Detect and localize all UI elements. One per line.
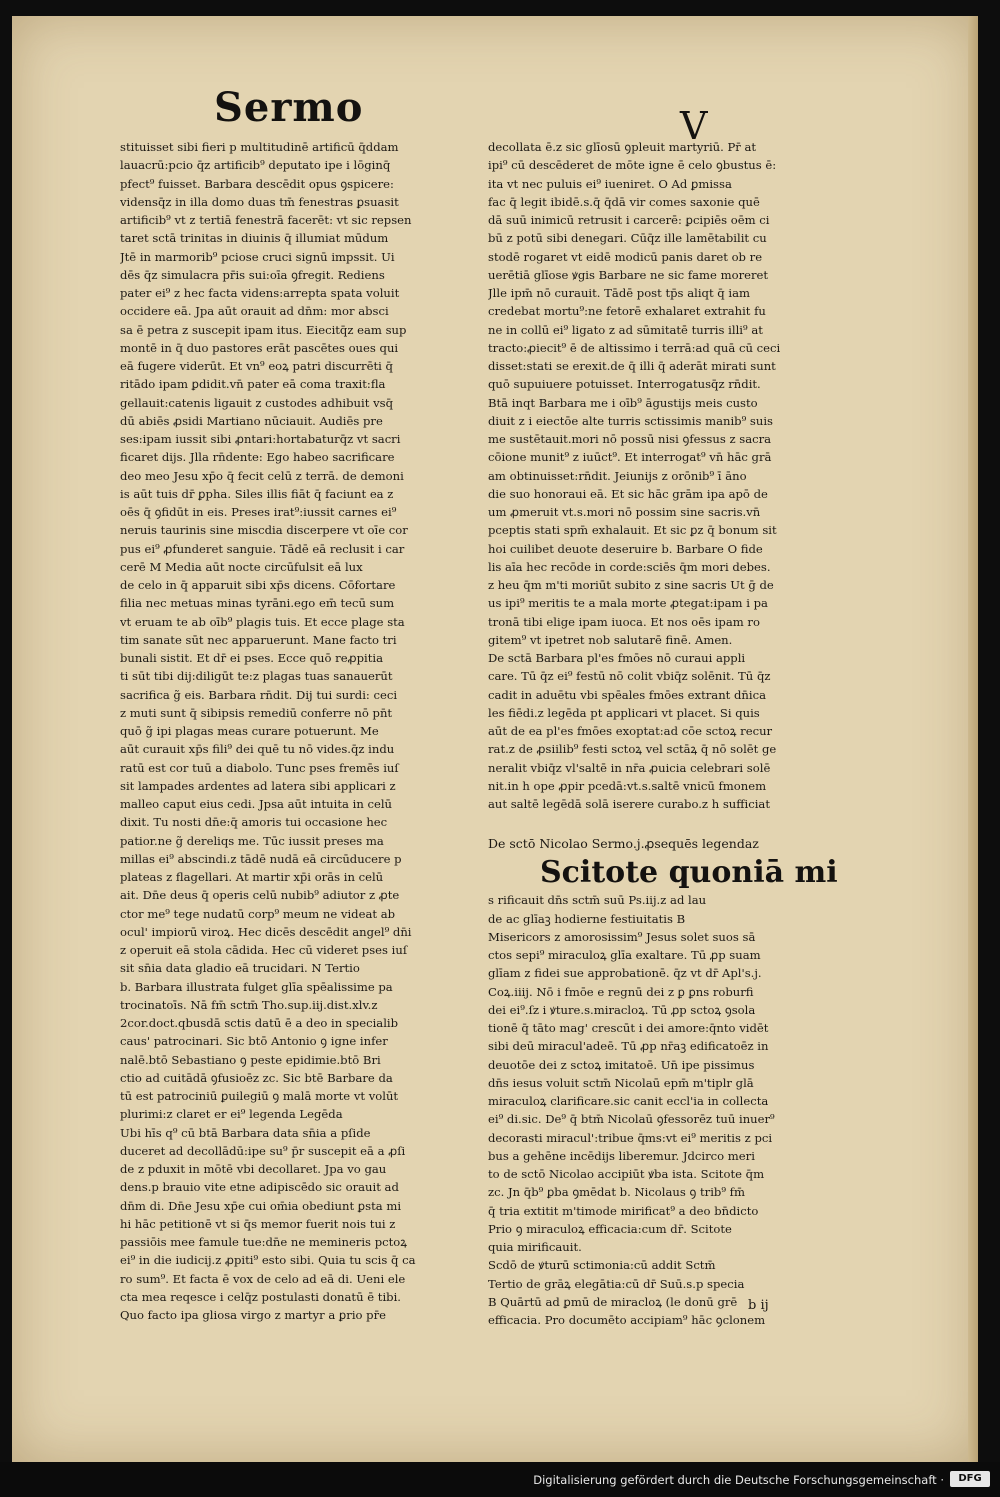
text-line: de z pduxit in mōtē vbi decollaret. Jpa vo gau	[120, 1162, 387, 1176]
page-edge	[968, 16, 978, 1462]
text-line: dēs q̄z simulacra pr̄is sui:oīa ꝯfregit. Rediens	[120, 267, 385, 282]
text-line: bus a gehēne incēdijs liberemur. Jdcirco meri	[488, 1148, 755, 1163]
text-line: miraculoꝝ clarificare.sic canit eccl'ia in collecta	[488, 1094, 769, 1108]
text-line: cōione munit⁹ z iuūct⁹. Et interrogat⁹ vn̄ hāc grā	[488, 450, 772, 465]
text-line: vt eruam te ab oīb⁹ plagis tuis. Et ecce plage sta	[120, 614, 405, 629]
text-line: dens.p brauio vite etne adipiscēdo sic orauit ad	[120, 1180, 399, 1195]
footer-bar	[0, 1462, 1000, 1497]
text-line: plurimi:z claret er ei⁹ legenda Legēda	[120, 1107, 343, 1122]
text-line: ei⁹ in die iudicij.z ꝓpiti⁹ esto sibi. Quia tu scis q̄ ca	[120, 1253, 416, 1268]
text-line: eā fugere viderūt. Et vn⁹ eoꝝ patri discurrēti q̄	[120, 359, 393, 373]
text-line: occidere eā. Jpa aūt orauit ad dn̄m: mor absci	[120, 304, 389, 319]
footer-signature: b ij	[748, 1298, 769, 1313]
text-line: sit sn̄ia data gladio eā trucidari. N Tertio	[120, 961, 360, 976]
text-line: Jlle ipm̄ nō curauit. Tādē post tp̄s aliqt q̄ iam	[488, 286, 751, 300]
text-line: is aūt tuis dr̄ ꝑpha. Siles illis fiāt q̄ faciunt ea z	[120, 486, 394, 501]
text-line: cadit in aduētu vbi spēales fmōes extrant dn̄ica	[488, 687, 767, 702]
text-line: Misericors z amorosissim⁹ Jesus solet suos sā	[488, 929, 756, 944]
text-line: Ubi hīs q⁹ cū btā Barbara data sn̄ia a pſide	[120, 1125, 371, 1140]
text-line: ro sum⁹. Et facta ē vox de celo ad eā di. Ueni ele	[120, 1271, 406, 1286]
text-line: us ipi⁹ meritis te a mala morte ꝓtegat:ipam i pa	[488, 596, 768, 611]
text-line: care. Tū q̄z ei⁹ festū nō colit vbiq̄z solēnit. Tū q̄z	[488, 669, 771, 684]
text-line: sibi deū miracul'adeē. Tū ꝓp nr̄aꝫ edificatoēz in	[488, 1039, 769, 1054]
text-line: nalē.btō Sebastiano ꝯ peste epidimie.btō Bri	[120, 1052, 381, 1067]
gathering-signature: V	[680, 104, 708, 148]
text-line: z heu q̄m m'ti moriūt subito z sine sacris Ut ḡ de	[488, 578, 774, 592]
text-line: les fiēdi.z legēda pt applicari vt placet. Si quis	[488, 705, 760, 720]
text-line: gitem⁹ vt ipetret nob salutarē finē. Amen.	[488, 632, 733, 647]
text-line: nit.in h ope ꝓpir pcedā:vt.s.saltē vnicū fmonem	[488, 778, 767, 793]
running-head: Sermo	[214, 84, 364, 131]
sermon-title: Scitote quoniā mi	[540, 855, 838, 891]
text-line: dixit. Tu nosti dn̄e:q̄ amoris tui occasione hec	[120, 815, 388, 830]
text-line: to de sctō Nicolao accipiūt ꝟba ista. Scitote q̄m	[488, 1167, 765, 1181]
text-line: tim sanate sūt nec apparuerunt. Mane facto tri	[120, 632, 397, 647]
text-line: neruis taurinis sine miscdia discerpere vt oīe cor	[120, 523, 408, 538]
text-line: plateas z flagellari. At martir xp̄i orās in celū	[120, 870, 384, 884]
text-line: pceptis stati spm̄ exhalauit. Et sic ꝑz q̄ bonum sit	[488, 523, 777, 538]
text-line: lauacrū:pcio q̄z artificib⁹ deputato ipe i lōginq̄	[120, 158, 391, 173]
text-line: ficaret dijs. Jlla rn̄dente: Ego habeo sacrificare	[120, 450, 395, 465]
text-line: dn̄m di. Dn̄e Jesu xp̄e cui om̄ia obediunt ꝑsta mi	[120, 1198, 402, 1213]
text-line: z muti sunt q̄ sibipsis remediū conferre nō pn̄t	[120, 705, 393, 720]
text-line: 2cor.doct.qbusdā sctis datū ē a deo in specialib	[120, 1016, 399, 1030]
text-line: vidensq̄z in illa domo duas tm̄ fenestras ꝑsuasit	[120, 194, 399, 209]
text-line: artificib⁹ vt z tertiā fenestrā facerēt: vt sic repsen	[120, 213, 412, 227]
dfg-logo-icon: DFG	[950, 1471, 990, 1487]
text-line: quia mirificauit.	[488, 1240, 582, 1254]
text-line: ne in collū ei⁹ ligato z ad sūmitatē turris illi⁹ at	[488, 322, 763, 337]
text-line: B Quārtū ad ꝑmū de miracloꝝ (le donū grē	[488, 1294, 738, 1309]
text-line: glīam z fidei sue approbationē. q̄z vt dr̄ Apl's.j.	[488, 966, 762, 981]
text-line: filia nec metuas minas tyrāni.ego em̄ tecū sum	[120, 596, 395, 611]
text-line: ipi⁹ cū descēderet de mōte igne ē celo ꝯbustus ē:	[488, 158, 777, 173]
text-line: tracto:ꝓiecit⁹ ē de altissimo i terrā:ad quā cū ceci	[488, 340, 781, 355]
text-line: z operuit eā stola cādida. Hec cū videret pses iuſ	[120, 943, 408, 957]
text-line: dā suū inimicū retrusit i carcerē: ꝑcipiēs oēm ci	[488, 213, 770, 227]
text-line: dū abiēs ꝓsidi Martiano nūciauit. Audiēs pre	[120, 413, 383, 428]
text-line: de celo in q̄ apparuit sibi xp̄s dicens. Cōfortare	[120, 578, 396, 592]
text-line: Quo facto ipa gliosa virgo z martyr a ꝑrio pr̄e	[120, 1308, 387, 1322]
text-line: decollata ē.z sic glīosū ꝯpleuit martyriū. Pr̄ at	[488, 140, 757, 154]
text-line: q̄ tria extitit m'timode mirificat⁹ a deo bn̄dicto	[488, 1203, 759, 1218]
sermon-heading: De sctō Nicolao Sermo.j.ꝓsequēs legendaz	[488, 836, 759, 852]
text-line: zc. Jn q̄b⁹ ꝑba ꝯmēdat b. Nicolaus ꝯ trib⁹ fm̄	[488, 1185, 745, 1200]
text-line: tionē q̄ tāto mag' crescūt i dei amore:q̄nto vidēt	[488, 1021, 769, 1035]
text-line: aūt de ea pl'es fmōes exoptat:ad cōe sctoꝝ recur	[488, 724, 773, 738]
text-line: pus ei⁹ ꝓfunderet sanguie. Tādē eā reclusit i car	[120, 541, 405, 556]
text-line: credebat mortu⁹:ne fetorē exhalaret extrahit fu	[488, 304, 766, 319]
text-line: hi hāc petitionē vt si q̄s memor fuerit nois tui z	[120, 1216, 396, 1231]
text-line: am obtinuisset:rn̄dit. Jeiunijs z orōnib⁹ ī āno	[488, 468, 747, 483]
text-line: deo meo Jesu xp̄o q̄ fecit celū z terrā. de demoni	[120, 468, 404, 483]
text-line: deuotōe dei z sctoꝝ imitatoē. Un̄ ipe pissimus	[488, 1057, 755, 1072]
text-line: passiōis mee famule tue:dn̄e ne memineris pctoꝝ	[120, 1235, 407, 1249]
text-line: ocul' impiorū viroꝝ. Hec dicēs descēdit angel⁹ dn̄i	[120, 924, 412, 939]
text-line: sacrifica g̃ eis. Barbara rn̄dit. Dij tui surdi: ceci	[120, 687, 398, 702]
text-line: oēs q̄ ꝯfidūt in eis. Preses irat⁹:iussit carnes ei⁹	[120, 505, 397, 519]
text-line: pater ei⁹ z hec facta videns:arrepta spata voluit	[120, 286, 400, 300]
footer-credit: Digitalisierung gefördert durch die Deutsche Forschungsgemeinschaft ·	[533, 1473, 944, 1487]
text-line: de ac glīaꝫ hodierne festiuitatis B	[488, 911, 686, 926]
text-line: ti sūt tibi dij:diligūt te:z plagas tuas sanauerūt	[120, 669, 393, 684]
text-line: sit lampades ardentes ad latera sibi applicari z	[120, 778, 396, 793]
text-line: ita vt nec puluis ei⁹ iueniret. O Ad ꝑmissa	[488, 176, 732, 191]
text-line: diuit z i eiectōe alte turris sctissimis manib⁹ suis	[488, 413, 773, 428]
text-line: quō supuiuere potuisset. Interrogatusq̄z rn̄dit.	[488, 377, 761, 392]
text-line: ritādo ipam ꝑdidit.vn̄ pater eā coma traxit:fla	[120, 377, 386, 392]
text-line: dei ei⁹.ſz i ꝟture.s.miracloꝝ. Tū ꝓp sctoꝝ ꝯsola	[488, 1002, 756, 1017]
text-line: cta mea reqesce i celq̄z postulasti donatū ē tibi.	[120, 1289, 401, 1304]
text-line: sa ē petra z suscepit ipam itus. Eiecitq̄z eam sup	[120, 322, 407, 337]
text-line: stituisset sibi fieri p multitudinē artificū q̄ddam	[120, 140, 399, 154]
text-line: bū z potū sibi denegari. Cūq̄z ille lamētabilit cu	[488, 231, 767, 246]
text-line: ratū est cor tuū a diabolo. Tunc pses fremēs iuſ	[120, 760, 399, 775]
text-line: disset:stati se erexit.de q̄ illi q̄ aderāt mirati sunt	[488, 359, 776, 373]
text-line: millas ei⁹ abscindi.z tādē nudā eā circūducere p	[120, 851, 402, 866]
text-line: tū est patrociniū ꝑuilegiū ꝯ malā morte vt volūt	[120, 1089, 399, 1103]
text-line: malleo caput eius cedi. Jpsa aūt intuita in celū	[120, 797, 393, 811]
text-line: tronā tibi elige ipam iuoca. Et nos oēs ipam ro	[488, 614, 760, 629]
text-line: ses:ipam iussit sibi ꝓntari:hortabaturq̄z vt sacri	[120, 432, 401, 446]
text-line: ctor me⁹ tege nudatū corp⁹ meum ne videat ab	[120, 906, 396, 921]
text-line: lis aīa hec recōde in corde:sciēs q̄m mori debes.	[488, 559, 771, 574]
text-line: b. Barbara illustrata fulget glīa spēalissime pa	[120, 979, 393, 994]
text-line: bunali sistit. Et dr̄ ei pses. Ecce quō reꝓpitia	[120, 651, 383, 665]
text-line: dn̄s iesus voluit sctm̄ Nicolaū epm̄ m'tiplr glā	[488, 1075, 754, 1090]
text-line: montē in q̄ duo pastores erāt pascētes oues qui	[120, 340, 399, 355]
text-line: ei⁹ di.sic. De⁹ q̄ btm̄ Nicolaū ꝯfessorēz tuū inuer⁹	[488, 1112, 775, 1127]
text-column-left	[120, 138, 472, 1324]
text-line: Coꝝ.iiij. Nō i fmōe e regnū dei z ꝑ ꝑns roburfi	[488, 984, 754, 999]
text-line: fac q̄ legit ibidē.s.q̄ q̄dā vir comes saxonie quē	[488, 194, 760, 209]
text-line: ait. Dn̄e deus q̄ operis celū nubib⁹ adiutor z ꝓte	[120, 888, 400, 903]
text-line: cerē M Media aūt nocte circūfulsit eā lux	[120, 559, 363, 574]
right-column-lower-text	[488, 891, 838, 1329]
text-line: ctio ad cuitādā ꝯfusioēz zc. Sic btē Barbare da	[120, 1070, 393, 1085]
text-line: trocinatoīs. Nā fm̄ sctm̄ Tho.sup.iij.dist.xlv.z	[120, 997, 378, 1012]
text-line: efficacia. Pro documēto accipiam⁹ hāc ꝯclonem	[488, 1313, 766, 1327]
text-line: me sustētauit.mori nō possū nisi ꝯfessus z sacra	[488, 432, 772, 446]
text-line: gellauit:catenis ligauit z custodes adhibuit vsq̄	[120, 395, 393, 410]
text-line: neralit vbiq̄z vl'saltē in nr̄a ꝓuicia celebrari solē	[488, 760, 771, 775]
text-column-right	[488, 138, 838, 1329]
text-line: quō g̃ ipi plagas meas curare potuerunt. Me	[120, 724, 379, 738]
text-line: die suo honoraui eā. Et sic hāc grām ipa apō de	[488, 486, 768, 501]
text-line: Jtē in marmorib⁹ pciose cruci signū impssit. Ui	[120, 249, 395, 264]
right-column-upper-text	[488, 138, 838, 813]
text-line: decorasti miracul':tribue q̄ms:vt ei⁹ meritis z pci	[488, 1130, 773, 1145]
text-line: Prio ꝯ miraculoꝝ efficacia:cum dr̄. Scitote	[488, 1221, 732, 1236]
text-line: De sctā Barbara pl'es fmōes nō curaui appli	[488, 651, 746, 665]
text-line: taret sctā trinitas in diuinis q̄ illumiat mūdum	[120, 231, 389, 246]
text-line: aūt curauit xp̄s fili⁹ dei quē tu nō vides.q̄z indu	[120, 742, 395, 757]
text-line: s rificauit dn̄s sctm̄ suū Ps.iij.z ad lau	[488, 893, 707, 908]
text-line: Scdō de ꝟturū sctimonia:cū addit Sctm̄	[488, 1258, 716, 1273]
text-line: pfect⁹ fuisset. Barbara descēdit opus ꝯspicere:	[120, 176, 394, 191]
text-line: um ꝓmeruit vt.s.mori nō possim sine sacris.vn̄	[488, 505, 761, 519]
text-line: caus' patrocinari. Sic btō Antonio ꝯ igne infer	[120, 1034, 388, 1049]
book-page	[12, 16, 978, 1462]
text-line: Tertio de grāꝝ elegātia:cū dr̄ Suū.s.p specia	[488, 1276, 745, 1291]
text-line: aut saltē legēdā solā iserere curabo.z h sufficiat	[488, 797, 770, 811]
text-line: ctos sepi⁹ miraculoꝝ glīa exaltare. Tū ꝓp suam	[488, 948, 761, 962]
text-line: hoi cuilibet deuote deseruire b. Barbare O fide	[488, 541, 763, 556]
text-line: Btā inqt Barbara me i oīb⁹ āgustijs meis custo	[488, 395, 758, 410]
text-line: patior.ne g̃ dereliqs me. Tūc iussit preses ma	[120, 833, 384, 848]
text-line: stodē rogaret vt eidē modicū panis daret ob re	[488, 249, 763, 264]
text-line: rat.z de ꝓsiilib⁹ festi sctoꝝ vel sctāꝝ q̄ nō solēt ge	[488, 742, 777, 757]
text-line: duceret ad decollādū:ipe su⁹ p̄r suscepit eā a ꝓſi	[120, 1143, 406, 1158]
text-line: uerētiā glīose ꝟgis Barbare ne sic fame moreret	[488, 267, 769, 282]
